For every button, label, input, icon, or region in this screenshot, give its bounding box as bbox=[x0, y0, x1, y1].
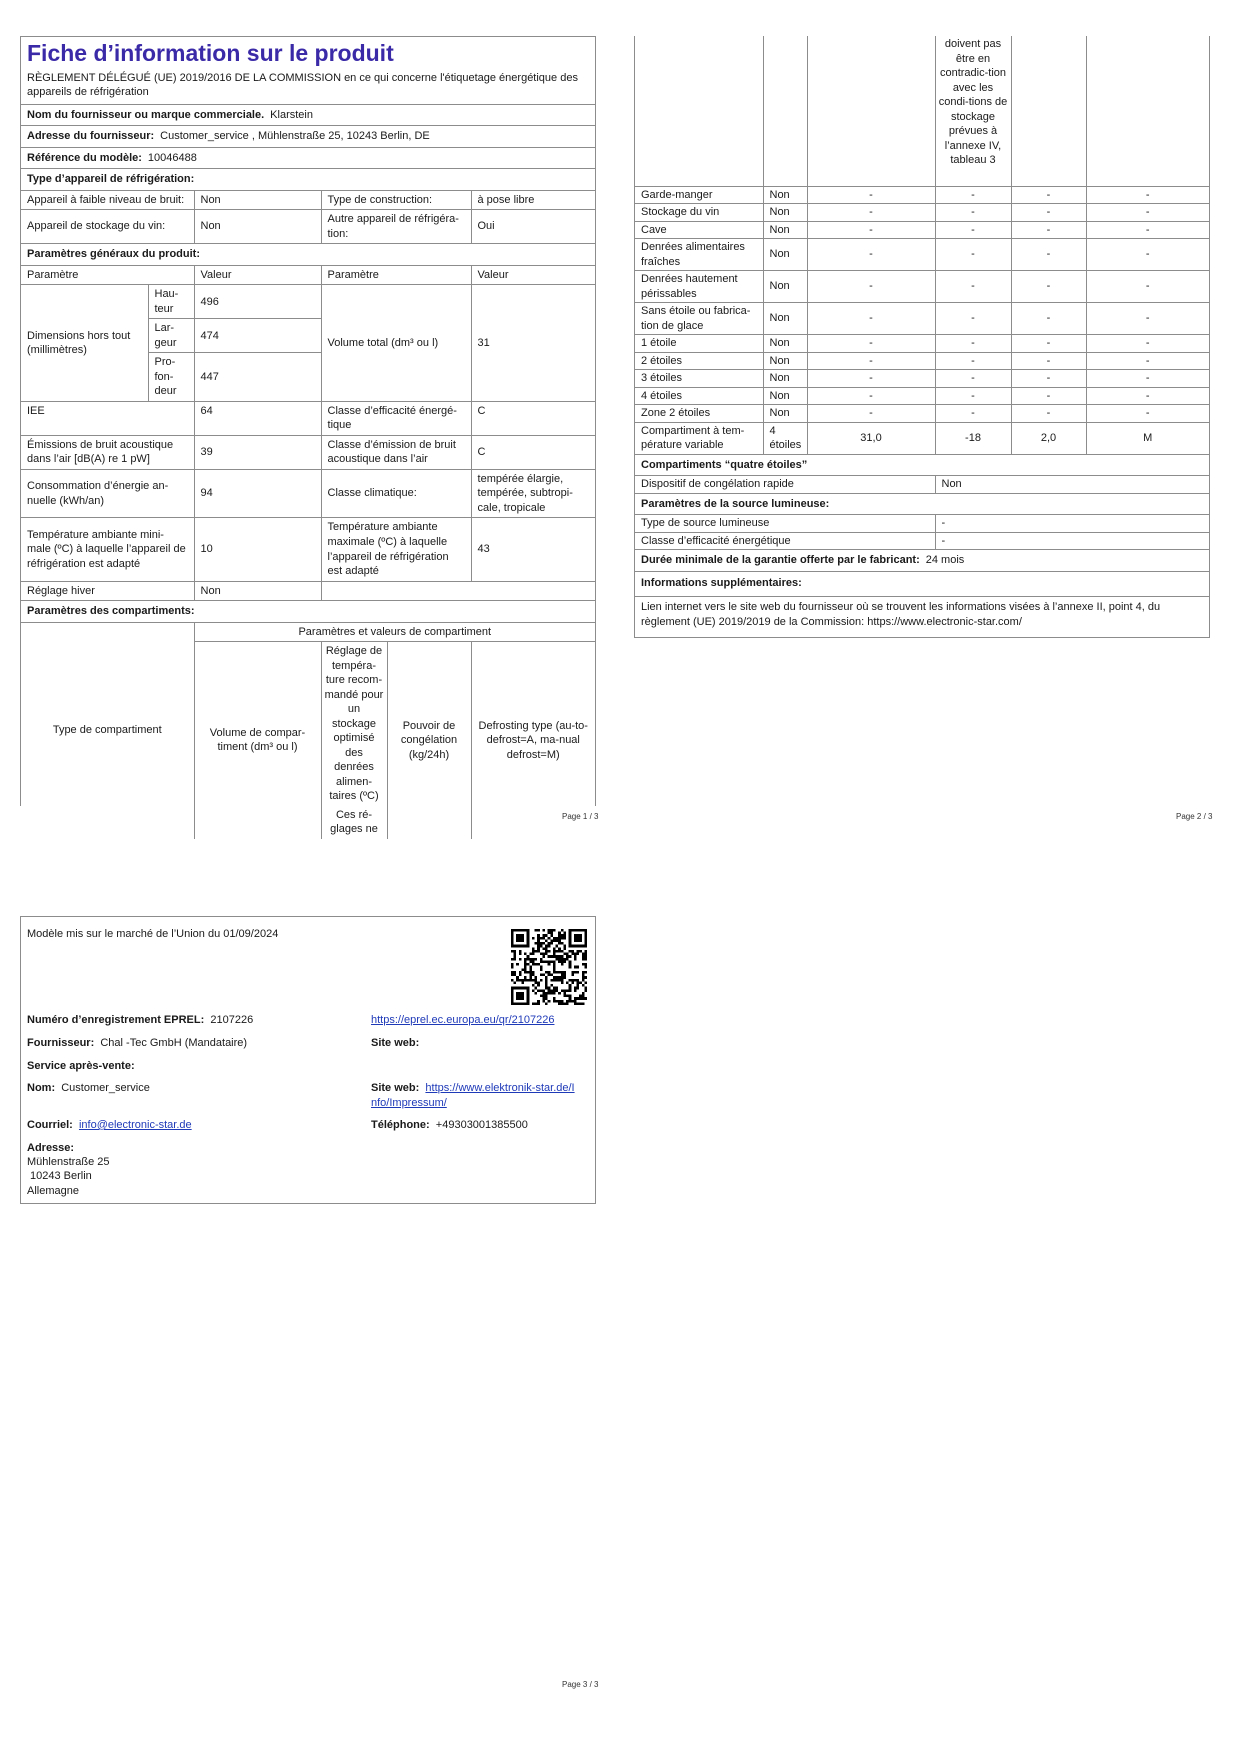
address-label: Adresse du fournisseur: bbox=[27, 130, 155, 143]
address-value: Customer_service , Mühlenstraße 25, 10243 Berlin, DE bbox=[160, 130, 430, 143]
compartment-temp: - bbox=[935, 370, 1011, 388]
contact-name-row bbox=[27, 1081, 150, 1096]
height-value: 496 bbox=[194, 285, 321, 319]
compartment-freeze: - bbox=[1011, 352, 1086, 370]
model-label: Référence du modèle: bbox=[27, 151, 142, 164]
compartment-name: Sans étoile ou fabrica-tion de glace bbox=[635, 303, 763, 335]
contact-name-value: Customer_service bbox=[61, 1082, 150, 1094]
compartment-row bbox=[635, 335, 1209, 353]
noise-class-label: Classe d’émission de bruit acoustique dans l’air bbox=[321, 435, 471, 469]
address-row bbox=[21, 126, 595, 148]
comp-values-header: Paramètres et valeurs de compartiment bbox=[194, 623, 595, 642]
compartment-present: Non bbox=[763, 186, 807, 204]
winter-value: Non bbox=[194, 581, 321, 601]
compartment-freeze: - bbox=[1011, 239, 1086, 271]
compartment-present: Non bbox=[763, 387, 807, 405]
address-line-2: 10243 Berlin bbox=[30, 1170, 92, 1182]
compartment-defrost: M bbox=[1086, 422, 1209, 454]
supplier-value-p3: Chal -Tec GmbH (Mandataire) bbox=[100, 1037, 248, 1049]
page-3 bbox=[20, 916, 596, 1204]
compartment-name: 3 étoiles bbox=[635, 370, 763, 388]
phone-label: Téléphone: bbox=[371, 1119, 430, 1131]
supplier-value: Klarstein bbox=[270, 108, 313, 121]
compartment-defrost: - bbox=[1086, 405, 1209, 423]
compartment-volume: - bbox=[807, 405, 935, 423]
compartment-defrost: - bbox=[1086, 303, 1209, 335]
compartment-freeze: - bbox=[1011, 335, 1086, 353]
efficiency-class-label: Classe d’efficacité énergé-tique bbox=[321, 401, 471, 435]
max-temp-value: 43 bbox=[471, 518, 595, 581]
depth-label: Pro-fon-deur bbox=[148, 353, 194, 402]
compartment-volume: - bbox=[807, 221, 935, 239]
compartment-defrost: - bbox=[1086, 370, 1209, 388]
website2-link-line1: https://www.elektronik-star.de/I bbox=[425, 1082, 575, 1094]
compartment-temp: - bbox=[935, 271, 1011, 303]
contact-name-label: Nom: bbox=[27, 1082, 56, 1094]
model-value: 10046488 bbox=[147, 151, 197, 164]
fast-freeze-table bbox=[635, 476, 1209, 494]
col-header-param-2: Paramètre bbox=[321, 266, 471, 285]
address-label-p3: Adresse: bbox=[27, 1142, 75, 1154]
compartment-row bbox=[635, 352, 1209, 370]
col-header-value-2: Valeur bbox=[471, 266, 595, 285]
supplier-row-p3 bbox=[27, 1036, 247, 1051]
compartment-volume: - bbox=[807, 352, 935, 370]
compartment-name: Denrées hautement périssables bbox=[635, 271, 763, 303]
height-label: Hau-teur bbox=[148, 285, 194, 319]
light-type-value: - bbox=[935, 515, 1209, 532]
depth-value: 447 bbox=[194, 353, 321, 402]
page-number-2: Page 2 / 3 bbox=[1176, 812, 1213, 821]
eprel-row bbox=[27, 1013, 253, 1028]
col-header-value: Valeur bbox=[194, 266, 321, 285]
eprel-link[interactable]: https://eprel.ec.europa.eu/qr/2107226 bbox=[371, 1014, 555, 1026]
compartment-temp: - bbox=[935, 204, 1011, 222]
wine-value: Non bbox=[194, 210, 321, 244]
compartment-volume: - bbox=[807, 387, 935, 405]
warranty-value: 24 mois bbox=[925, 554, 965, 567]
compartment-name: 4 étoiles bbox=[635, 387, 763, 405]
compartment-freeze: - bbox=[1011, 204, 1086, 222]
supplier-label-p3: Fournisseur: bbox=[27, 1037, 95, 1049]
wine-label: Appareil de stockage du vin: bbox=[21, 210, 194, 244]
address-line-3: Allemagne bbox=[27, 1185, 79, 1197]
compartment-freeze: - bbox=[1011, 271, 1086, 303]
compartment-present: Non bbox=[763, 271, 807, 303]
page-title: Fiche d’information sur le produit bbox=[27, 40, 394, 66]
warranty-label: Durée minimale de la garantie offerte par le fabricant: bbox=[641, 554, 920, 567]
width-value: 474 bbox=[194, 319, 321, 353]
iee-label: IEE bbox=[21, 401, 194, 435]
website2-row bbox=[371, 1081, 591, 1110]
compartment-name: Denrées alimentaires fraîches bbox=[635, 239, 763, 271]
compartment-name: Compartiment à tem-pérature variable bbox=[635, 422, 763, 454]
info-section-heading: Informations supplémentaires: bbox=[635, 572, 1209, 598]
compartment-temp: -18 bbox=[935, 422, 1011, 454]
compartment-present: Non bbox=[763, 352, 807, 370]
compartment-name: Cave bbox=[635, 221, 763, 239]
fast-freeze-value: Non bbox=[935, 476, 1209, 493]
comp-temp-note: Ces ré-glages ne bbox=[330, 808, 378, 836]
market-date-text: Modèle mis sur le marché de l’Union du 01/09/2024 bbox=[27, 928, 279, 940]
low-noise-label: Appareil à faible niveau de bruit: bbox=[21, 191, 194, 210]
phone-value: +49303001385500 bbox=[435, 1119, 528, 1131]
compartment-row bbox=[635, 370, 1209, 388]
volume-label: Volume total (dm³ ou l) bbox=[321, 285, 471, 402]
light-type-label: Type de source lumineuse bbox=[635, 515, 935, 532]
four-star-section-heading: Compartiments “quatre étoiles” bbox=[635, 455, 1209, 477]
noise-label: Émissions de bruit acoustique dans l’air [dB(A) re 1 pW] bbox=[21, 435, 194, 469]
other-appliance-value: Oui bbox=[471, 210, 595, 244]
email-row bbox=[27, 1118, 192, 1133]
volume-value: 31 bbox=[471, 285, 595, 402]
compartment-volume: - bbox=[807, 335, 935, 353]
min-temp-value: 10 bbox=[194, 518, 321, 581]
efficiency-class-value: C bbox=[471, 401, 595, 435]
compartment-temp: - bbox=[935, 352, 1011, 370]
compartment-present: Non bbox=[763, 204, 807, 222]
compartment-defrost: - bbox=[1086, 335, 1209, 353]
compartment-name: 2 étoiles bbox=[635, 352, 763, 370]
regulation-text: RÈGLEMENT DÉLÉGUÉ (UE) 2019/2016 DE LA COMMISSION en ce qui concerne l'étiquetage énergétique des appareils de réfrigération bbox=[21, 68, 595, 105]
page-number-3: Page 3 / 3 bbox=[562, 1680, 599, 1689]
general-section-heading: Paramètres généraux du produit: bbox=[21, 244, 595, 266]
temp-note-continued: doivent pas être en contradic-tion avec les condi-tions de stockage prévues à l’annexe IV, tableau 3 bbox=[935, 36, 1011, 186]
compartment-defrost: - bbox=[1086, 352, 1209, 370]
compartment-present: Non bbox=[763, 335, 807, 353]
construction-label: Type de construction: bbox=[321, 191, 471, 210]
energy-consumption-label: Consommation d’énergie an-nuelle (kWh/an) bbox=[21, 469, 194, 518]
page-2 bbox=[634, 36, 1210, 638]
appliance-type-table bbox=[21, 191, 595, 245]
compartment-table bbox=[635, 36, 1209, 455]
compartment-volume: - bbox=[807, 271, 935, 303]
type-section-heading: Type d’appareil de réfrigération: bbox=[21, 169, 595, 191]
website-label: Site web: bbox=[371, 1037, 420, 1049]
compartment-freeze: - bbox=[1011, 387, 1086, 405]
comp-temp-header: Réglage de tempéra-ture recom-mandé pour un stockage optimisé des denrées alimen-taires (ºC) bbox=[324, 645, 384, 803]
compartment-present: Non bbox=[763, 405, 807, 423]
page-number-1: Page 1 / 3 bbox=[562, 812, 599, 821]
compartment-row bbox=[635, 422, 1209, 454]
compartment-row bbox=[635, 239, 1209, 271]
compartment-temp: - bbox=[935, 387, 1011, 405]
compartment-row bbox=[635, 271, 1209, 303]
compartment-present: 4 étoiles bbox=[763, 422, 807, 454]
iee-value: 64 bbox=[194, 401, 321, 435]
compartment-volume: 31,0 bbox=[807, 422, 935, 454]
comp-type-header: Type de compartiment bbox=[21, 623, 194, 839]
compartment-volume: - bbox=[807, 370, 935, 388]
compartment-row bbox=[635, 186, 1209, 204]
compartment-freeze: - bbox=[1011, 186, 1086, 204]
comp-freeze-header: Pouvoir de congélation (kg/24h) bbox=[387, 642, 471, 839]
compartment-section-heading: Paramètres des compartiments: bbox=[21, 601, 595, 623]
compartment-present: Non bbox=[763, 303, 807, 335]
compartment-present: Non bbox=[763, 370, 807, 388]
compartment-present: Non bbox=[763, 221, 807, 239]
general-params-table bbox=[21, 266, 595, 601]
comp-defrost-header: Defrosting type (au-to-defrost=A, ma-nual defrost=M) bbox=[471, 642, 595, 839]
supplier-label: Nom du fournisseur ou marque commerciale. bbox=[27, 108, 265, 121]
compartment-temp: - bbox=[935, 303, 1011, 335]
light-class-value: - bbox=[935, 532, 1209, 550]
info-text: Lien internet vers le site web du fournisseur où se trouvent les informations visées à l’annexe II, point 4, du règlement (UE) 2019/2019 de la Commission: https://www.electronic-star.com/ bbox=[641, 601, 1161, 628]
compartment-row bbox=[635, 303, 1209, 335]
compartment-row bbox=[635, 204, 1209, 222]
compartment-freeze: - bbox=[1011, 405, 1086, 423]
compartment-name: Stockage du vin bbox=[635, 204, 763, 222]
compartment-name: Zone 2 étoiles bbox=[635, 405, 763, 423]
winter-label: Réglage hiver bbox=[21, 581, 194, 601]
compartment-temp: - bbox=[935, 186, 1011, 204]
qr-code-icon bbox=[511, 929, 587, 1005]
email-link[interactable]: info@electronic-star.de bbox=[78, 1119, 192, 1131]
compartment-temp: - bbox=[935, 239, 1011, 271]
light-source-table bbox=[635, 515, 1209, 550]
compartment-defrost: - bbox=[1086, 387, 1209, 405]
aftersales-label: Service après-vente: bbox=[27, 1060, 135, 1072]
address-line-1: Mühlenstraße 25 bbox=[27, 1156, 110, 1168]
comp-temp-header-cell bbox=[321, 642, 387, 839]
compartment-row bbox=[635, 221, 1209, 239]
min-temp-label: Température ambiante mini-male (ºC) à laquelle l’appareil de réfrigération est adapté bbox=[21, 518, 194, 581]
compartment-row bbox=[635, 387, 1209, 405]
compartment-temp: - bbox=[935, 335, 1011, 353]
compartment-row bbox=[635, 405, 1209, 423]
warranty-row bbox=[635, 550, 1209, 572]
compartment-freeze: - bbox=[1011, 303, 1086, 335]
col-header-param: Paramètre bbox=[21, 266, 194, 285]
compartment-temp: - bbox=[935, 405, 1011, 423]
compartment-header-table bbox=[21, 623, 595, 839]
noise-value: 39 bbox=[194, 435, 321, 469]
eprel-label: Numéro d’enregistrement EPREL: bbox=[27, 1014, 205, 1026]
fast-freeze-label: Dispositif de congélation rapide bbox=[635, 476, 935, 493]
compartment-name: 1 étoile bbox=[635, 335, 763, 353]
construction-value: à pose libre bbox=[471, 191, 595, 210]
compartment-defrost: - bbox=[1086, 221, 1209, 239]
width-label: Lar-geur bbox=[148, 319, 194, 353]
compartment-name: Garde-manger bbox=[635, 186, 763, 204]
supplier-row bbox=[21, 105, 595, 127]
energy-consumption-value: 94 bbox=[194, 469, 321, 518]
comp-volume-header: Volume de compar-timent (dm³ ou l) bbox=[194, 642, 321, 839]
compartment-defrost: - bbox=[1086, 271, 1209, 303]
max-temp-label: Température ambiante maximale (ºC) à laquelle l’appareil de réfrigération est adapté bbox=[321, 518, 471, 581]
compartment-defrost: - bbox=[1086, 204, 1209, 222]
email-label: Courriel: bbox=[27, 1119, 73, 1131]
compartment-present: Non bbox=[763, 239, 807, 271]
model-row bbox=[21, 148, 595, 170]
compartment-volume: - bbox=[807, 204, 935, 222]
compartment-freeze: - bbox=[1011, 221, 1086, 239]
website2-label: Site web: bbox=[371, 1082, 420, 1094]
climate-class-value: tempérée élargie, tempérée, subtropi-cale, tropicale bbox=[471, 469, 595, 518]
eprel-value: 2107226 bbox=[210, 1014, 254, 1026]
light-section-heading: Paramètres de la source lumineuse: bbox=[635, 494, 1209, 516]
other-appliance-label: Autre appareil de réfrigéra-tion: bbox=[321, 210, 471, 244]
website2-link-line2: nfo/Impressum/ bbox=[371, 1096, 447, 1109]
light-class-label: Classe d’efficacité énergétique bbox=[635, 532, 935, 550]
compartment-volume: - bbox=[807, 186, 935, 204]
compartment-volume: - bbox=[807, 239, 935, 271]
compartment-defrost: - bbox=[1086, 186, 1209, 204]
compartment-freeze: - bbox=[1011, 370, 1086, 388]
climate-class-label: Classe climatique: bbox=[321, 469, 471, 518]
noise-class-value: C bbox=[471, 435, 595, 469]
low-noise-value: Non bbox=[194, 191, 321, 210]
phone-row bbox=[371, 1118, 528, 1133]
compartment-volume: - bbox=[807, 303, 935, 335]
compartment-defrost: - bbox=[1086, 239, 1209, 271]
compartment-freeze: 2,0 bbox=[1011, 422, 1086, 454]
dimensions-label: Dimensions hors tout (millimètres) bbox=[21, 285, 148, 402]
compartment-temp: - bbox=[935, 221, 1011, 239]
